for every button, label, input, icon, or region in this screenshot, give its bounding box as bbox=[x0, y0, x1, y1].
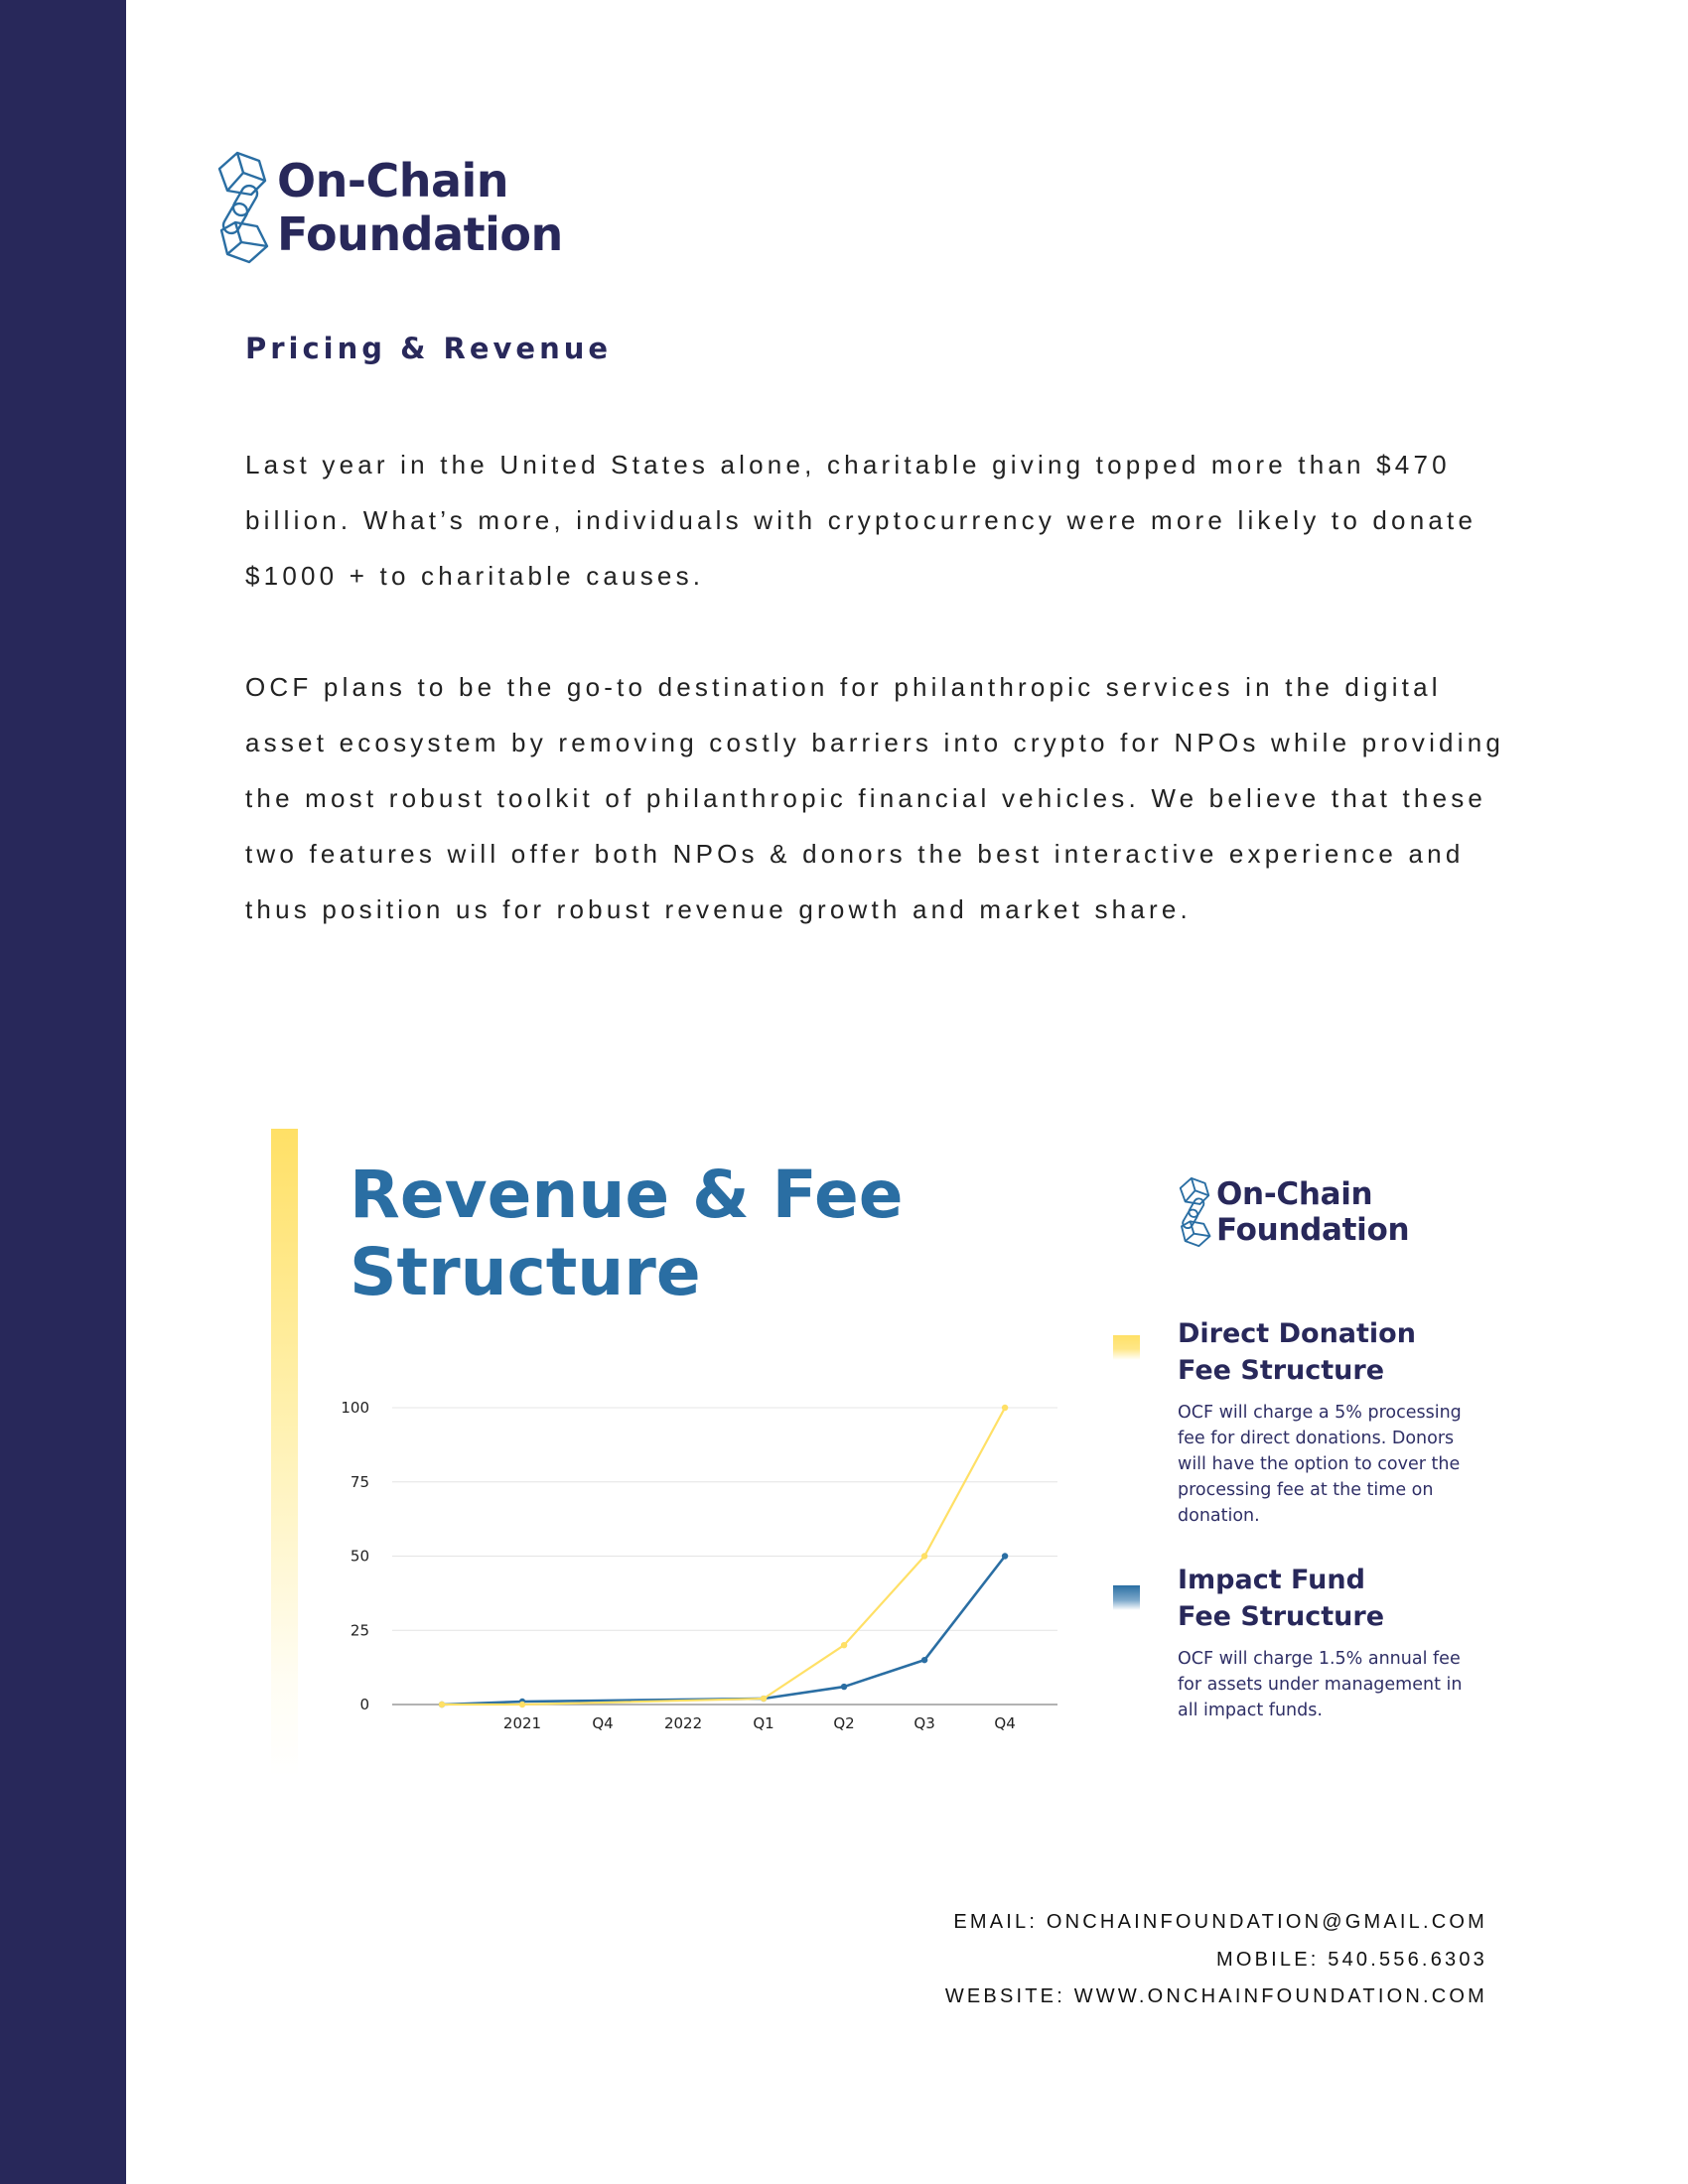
y-tick-label: 0 bbox=[359, 1696, 369, 1713]
legend-swatch-impact-fund bbox=[1113, 1585, 1140, 1610]
legend-title-line2: Fee Structure bbox=[1178, 1601, 1385, 1632]
data-point bbox=[439, 1702, 445, 1707]
x-tick-label: Q4 bbox=[994, 1714, 1016, 1732]
brand-name bbox=[277, 154, 563, 261]
data-point bbox=[761, 1696, 767, 1702]
infographic-title: Revenue & Fee Structure bbox=[350, 1157, 904, 1310]
brand-logo bbox=[213, 147, 563, 268]
data-point bbox=[921, 1657, 927, 1663]
contact-website[interactable]: WEBSITE: WWW.ONCHAINFOUNDATION.COM bbox=[944, 1985, 1487, 2007]
intro-paragraph: Last year in the United States alone, charitable giving topped more than $470 billion. What’s more, individuals with cryptocurrency were more likely to donate $1000 + to charitable causes. bbox=[245, 450, 1477, 591]
sidebar-stripe bbox=[0, 0, 126, 2184]
legend-title-line1: Direct Donation bbox=[1178, 1318, 1416, 1349]
brand-logo-small bbox=[1177, 1174, 1409, 1250]
legend-desc-direct-donation: OCF will charge a 5% processing fee for direct donations. Donors will have the option to cover the processing fee at the time on donation. bbox=[1178, 1403, 1462, 1526]
data-point bbox=[841, 1642, 847, 1648]
x-tick-label: 2021 bbox=[502, 1714, 542, 1732]
contact-email[interactable]: EMAIL: ONCHAINFOUNDATION@GMAIL.COM bbox=[953, 1911, 1487, 1933]
legend-title-line1: Impact Fund bbox=[1178, 1565, 1365, 1595]
brand-name-small bbox=[1216, 1176, 1409, 1248]
data-point bbox=[1002, 1553, 1008, 1559]
chain-link-cubes-icon bbox=[1177, 1174, 1212, 1250]
y-tick-label: 25 bbox=[350, 1621, 369, 1640]
revenue-line-chart bbox=[328, 1380, 1072, 1757]
strategy-paragraph: OCF plans to be the go-to destination for philanthropic services in the digital asset ecosystem by removing costly barriers into crypto for NPOs while providing the most robust toolkit of philanthropic financial vehicles. We believe that these two features will offer both NPOs & donors the best interactive experience and thus position us for robust revenue growth and market share. bbox=[245, 672, 1505, 924]
brand-name-line2: Foundation bbox=[277, 207, 563, 261]
legend-desc-impact-fund: OCF will charge 1.5% annual fee for assets under management in all impact funds. bbox=[1178, 1649, 1463, 1720]
y-tick-label: 75 bbox=[350, 1472, 369, 1491]
brand-name-line2: Foundation bbox=[1216, 1212, 1410, 1248]
y-tick-label: 50 bbox=[350, 1547, 369, 1566]
legend-title-impact-fund bbox=[1178, 1562, 1384, 1635]
legend-title-line2: Fee Structure bbox=[1178, 1355, 1385, 1386]
contact-mobile[interactable]: MOBILE: 540.556.6303 bbox=[1215, 1949, 1487, 1971]
data-point bbox=[1002, 1405, 1008, 1411]
section-heading: Pricing & Revenue bbox=[245, 332, 613, 365]
x-tick-label: Q3 bbox=[914, 1714, 935, 1732]
data-point bbox=[519, 1702, 525, 1707]
x-tick-label: Q1 bbox=[753, 1714, 774, 1732]
data-point bbox=[921, 1553, 927, 1559]
x-tick-label: Q2 bbox=[833, 1714, 855, 1732]
data-point bbox=[841, 1684, 847, 1690]
brand-name-line1: On-Chain bbox=[1216, 1176, 1373, 1212]
accent-gradient-bar bbox=[271, 1129, 298, 1777]
x-tick-label: 2022 bbox=[663, 1714, 703, 1732]
y-tick-label: 100 bbox=[341, 1399, 369, 1417]
brand-name-line1: On-Chain bbox=[277, 154, 509, 207]
legend-title-direct-donation bbox=[1178, 1315, 1416, 1389]
legend-swatch-direct-donation bbox=[1113, 1335, 1140, 1360]
x-tick-label: Q4 bbox=[592, 1714, 614, 1732]
chain-link-cubes-icon bbox=[213, 147, 271, 268]
